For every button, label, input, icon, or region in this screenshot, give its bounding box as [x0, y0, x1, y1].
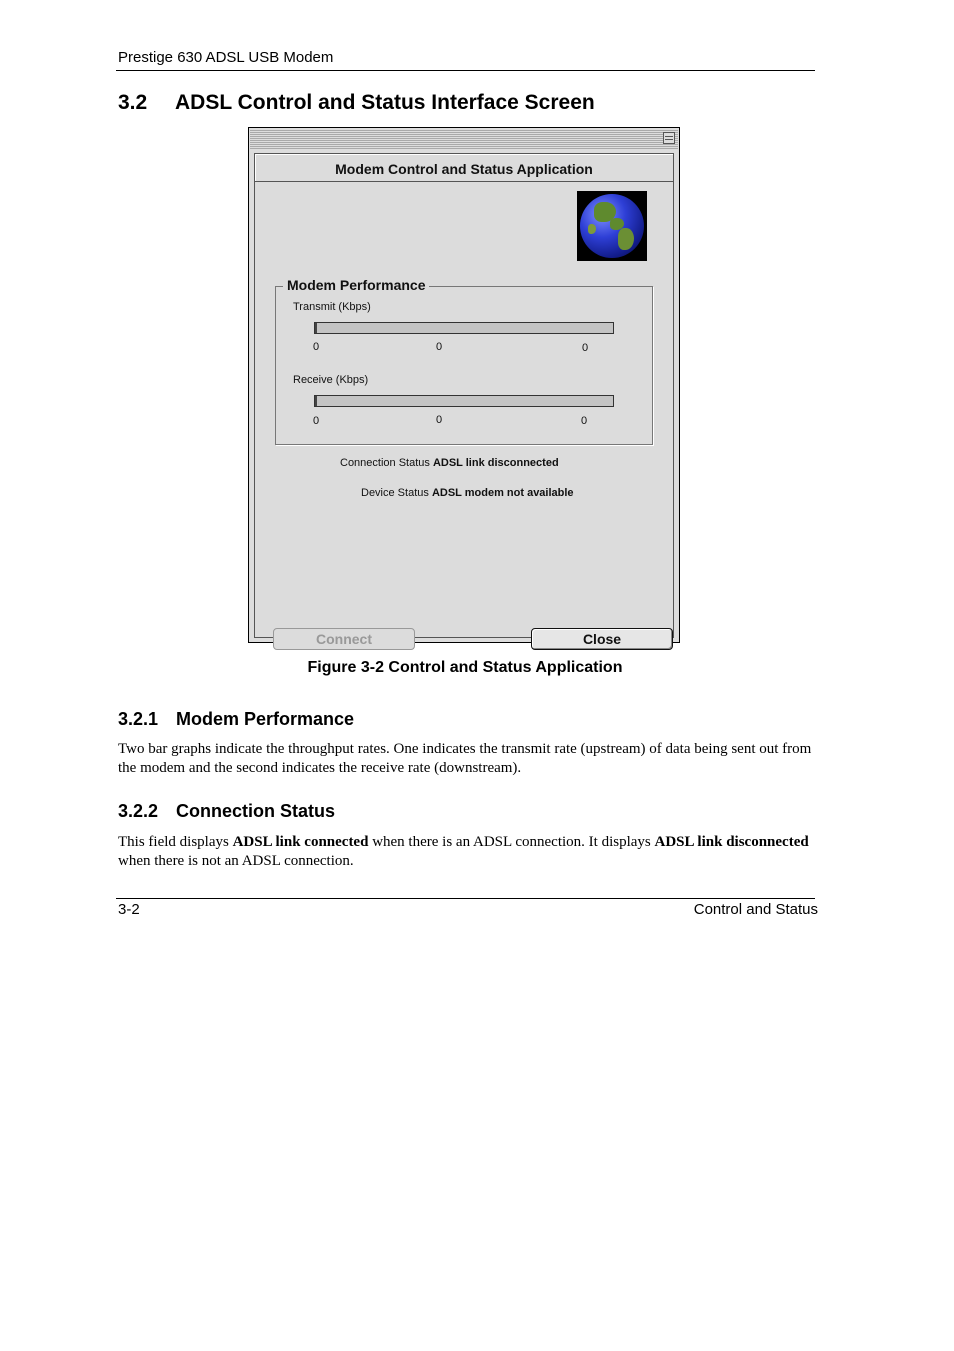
connection-status: [340, 457, 559, 469]
receive-bar: [314, 395, 614, 407]
subsection-title: Connection Status: [176, 801, 336, 821]
connect-button[interactable]: Connect: [273, 628, 415, 650]
receive-tick-min: 0: [313, 415, 320, 427]
close-button[interactable]: Close: [531, 628, 673, 650]
connection-status-value: ADSL link disconnected: [432, 457, 559, 469]
section-title: ADSL Control and Status Interface Screen: [175, 91, 595, 114]
paragraph-modem-performance: Two bar graphs indicate the throughput rates. One indicates the transmit rate (upstream) of data being sent out from the modem and the second indicates the receive rate (downstream).: [118, 741, 812, 776]
paragraph-bold: ADSL link disconnected: [654, 834, 809, 850]
paragraph-text: This field displays: [118, 834, 233, 850]
header-rule: [116, 70, 815, 71]
footer-chapter-title: Control and Status: [693, 901, 818, 918]
connection-status-label: Connection Status: [340, 457, 430, 469]
paragraph-connection-status: [118, 833, 818, 871]
app-panel: [254, 153, 674, 647]
transmit-bar-fill: [315, 323, 317, 333]
footer-page-number: 3-2: [118, 901, 140, 918]
subsection-number: 3.2.1: [118, 709, 159, 729]
transmit-bar: [314, 322, 614, 334]
subsection-number: 3.2.2: [118, 801, 159, 821]
section-heading: [118, 91, 595, 115]
receive-bar-fill: [315, 396, 317, 406]
window-titlebar[interactable]: [250, 129, 678, 149]
subsection-heading-1: [118, 709, 354, 730]
transmit-tick-max: 0: [582, 342, 589, 354]
receive-tick-max: 0: [581, 415, 588, 427]
transmit-tick-mid: 0: [436, 341, 443, 353]
device-status-label: Device Status: [361, 487, 429, 499]
footer-rule: [116, 898, 815, 899]
window-zoom-icon[interactable]: [663, 132, 675, 144]
device-status-value: ADSL modem not available: [431, 487, 574, 499]
section-number: 3.2: [118, 91, 148, 114]
app-window-figure: [248, 127, 680, 647]
subsection-heading-2: [118, 801, 335, 822]
paragraph-text: when there is an ADSL connection. It displays: [368, 834, 655, 850]
app-title: Modem Control and Status Application: [255, 154, 673, 182]
globe-icon: [577, 191, 647, 261]
paragraph-text: when there is not an ADSL connection.: [118, 853, 354, 869]
transmit-label: Transmit (Kbps): [293, 301, 371, 313]
page-header-title: Prestige 630 ADSL USB Modem: [118, 49, 334, 66]
receive-tick-mid: 0: [436, 414, 443, 426]
receive-label: Receive (Kbps): [293, 374, 369, 386]
group-title: Modem Performance: [283, 277, 429, 293]
figure-caption: Figure 3-2 Control and Status Application: [307, 659, 623, 676]
device-status: [361, 487, 574, 499]
modem-performance-group: [275, 277, 653, 445]
subsection-title: Modem Performance: [176, 709, 355, 729]
transmit-tick-min: 0: [313, 341, 320, 353]
paragraph-bold: ADSL link connected: [232, 834, 369, 850]
